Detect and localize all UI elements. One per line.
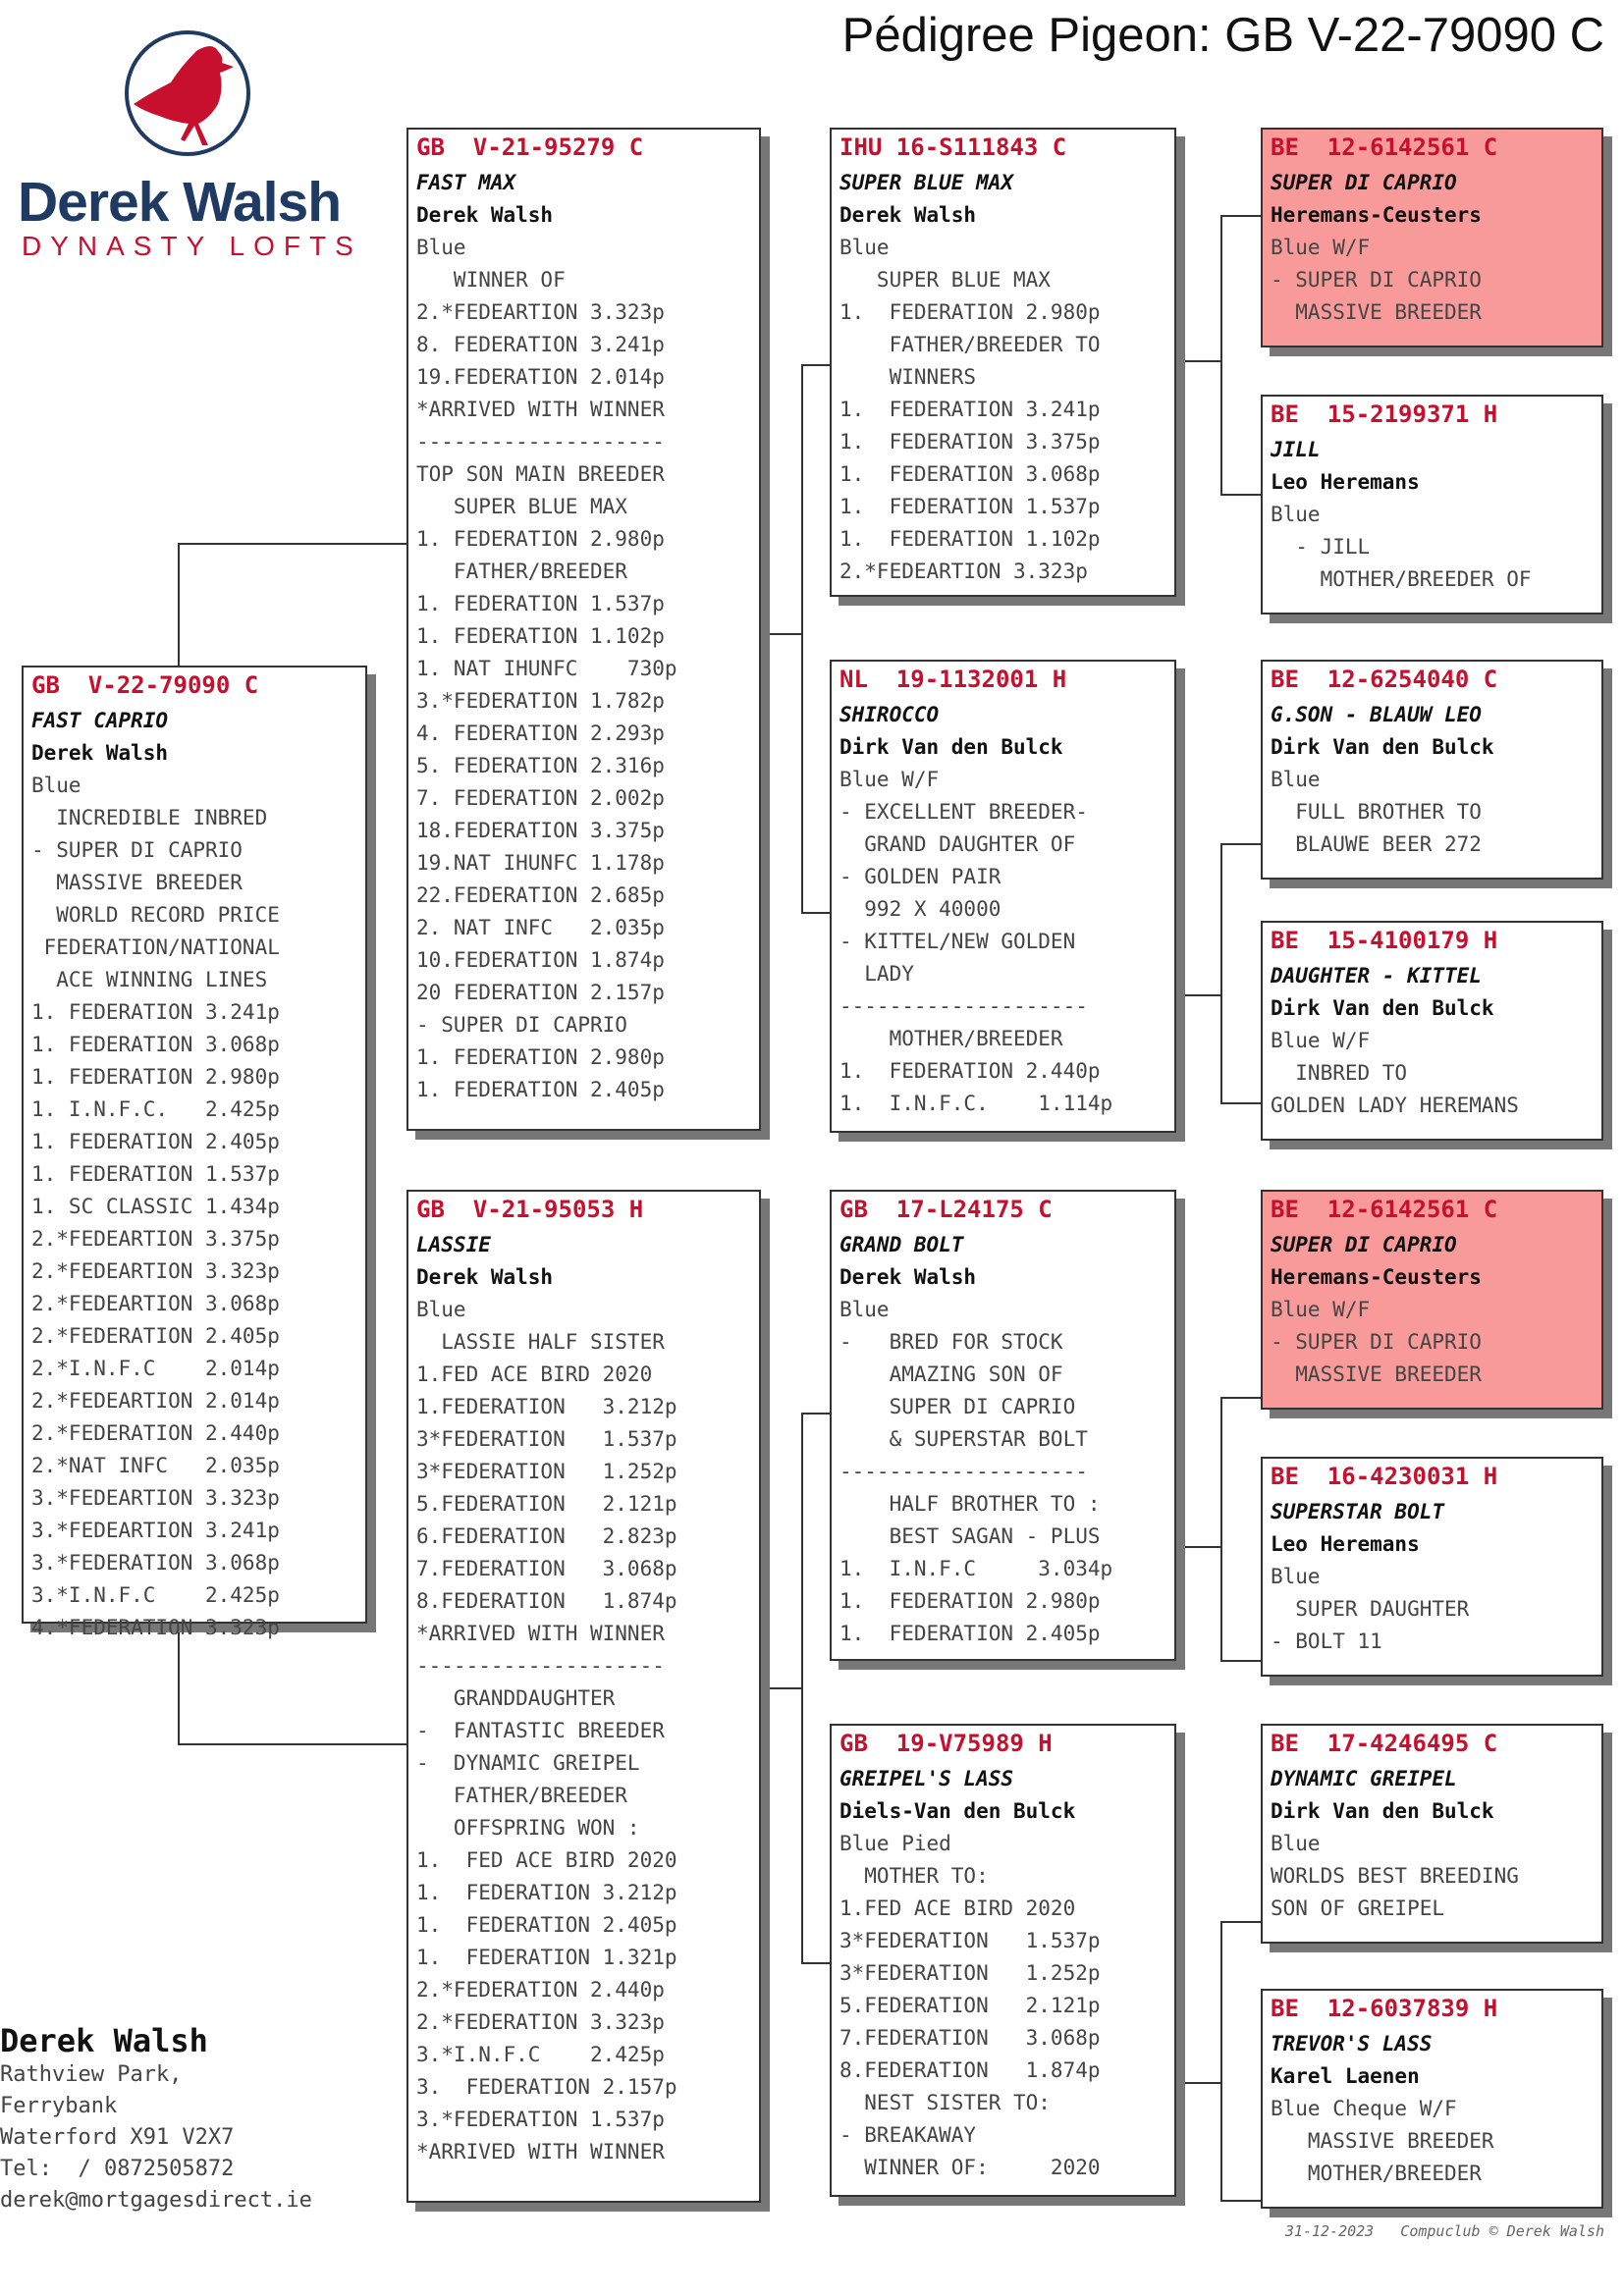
info-line: 1. FEDERATION 2.980p xyxy=(839,300,1101,324)
info-line: MASSIVE BREEDER xyxy=(1271,1362,1482,1386)
info-line: - FANTASTIC BREEDER xyxy=(416,1719,665,1742)
info-line: 1. FEDERATION 1.537p xyxy=(416,592,665,615)
info-line: 1. FEDERATION 3.241p xyxy=(31,1000,280,1024)
pigeon-card-dss xyxy=(1261,1190,1603,1410)
info-line: OFFSPRING WON : xyxy=(416,1816,640,1840)
info-line: MOTHER/BREEDER OF xyxy=(1271,567,1532,591)
info-line: - GOLDEN PAIR xyxy=(839,865,1001,888)
breeder-name: Derek Walsh xyxy=(416,203,554,227)
info-line: 4.*FEDERATION 3.323p xyxy=(31,1616,280,1639)
info-line: 992 X 40000 xyxy=(839,897,1001,921)
info-line: MASSIVE BREEDER xyxy=(31,871,243,894)
breeder-name: Leo Heremans xyxy=(1271,1532,1420,1556)
ring-number: BE 15-2199371 H xyxy=(1271,400,1498,428)
ring-number: GB V-22-79090 C xyxy=(31,671,259,699)
pigeon-name: SUPER DI CAPRIO xyxy=(1271,171,1457,194)
owner-email: derek@mortgagesdirect.ie xyxy=(0,2188,312,2213)
info-line: 3. FEDERATION 2.157p xyxy=(416,2075,677,2099)
pigeon-color: Blue xyxy=(1271,768,1321,791)
pigeon-card-sd xyxy=(830,660,1176,1133)
info-line: SUPER DAUGHTER xyxy=(1271,1597,1470,1621)
page-title: Pédigree Pigeon: GB V-22-79090 C xyxy=(841,9,1604,62)
info-line: 3.*FEDERATION 1.537p xyxy=(416,2108,665,2131)
pigeon-card-main xyxy=(22,666,367,1639)
pigeon-name: GRAND BOLT xyxy=(839,1233,964,1256)
info-line: 1. FEDERATION 1.537p xyxy=(31,1162,280,1186)
pigeon-name: FAST CAPRIO xyxy=(31,709,169,732)
breeder-name: Karel Laenen xyxy=(1271,2064,1420,2088)
pigeon-card-sds xyxy=(1261,660,1603,880)
breeder-name: Derek Walsh xyxy=(839,203,977,227)
info-line: 5. FEDERATION 2.316p xyxy=(416,754,665,777)
info-line: 3.*FEDERATION 3.068p xyxy=(31,1551,280,1575)
info-line: NEST SISTER TO: xyxy=(839,2091,1051,2114)
info-line: 1.FED ACE BIRD 2020 xyxy=(839,1896,1076,1920)
info-line: MASSIVE BREEDER xyxy=(1271,300,1482,324)
owner-line: Rathview Park, xyxy=(0,2062,183,2087)
info-line: 2. NAT INFC 2.035p xyxy=(416,916,665,939)
breeder-name: Heremans-Ceusters xyxy=(1271,203,1482,227)
info-line: 7. FEDERATION 2.002p xyxy=(416,786,665,810)
info-line: LASSIE HALF SISTER xyxy=(416,1330,665,1354)
info-line: - BRED FOR STOCK xyxy=(839,1330,1063,1354)
pigeon-color: Blue xyxy=(31,774,81,797)
info-line: WINNERS xyxy=(839,365,977,389)
ring-number: BE 12-6254040 C xyxy=(1271,666,1498,693)
breeder-name: Dirk Van den Bulck xyxy=(1271,1799,1494,1823)
pigeon-name: SUPER DI CAPRIO xyxy=(1271,1233,1457,1256)
pigeon-color: Blue W/F xyxy=(1271,1298,1371,1321)
info-line: 8.FEDERATION 1.874p xyxy=(416,1589,677,1613)
info-line: -------------------- xyxy=(416,430,665,454)
info-line: 2.*NAT INFC 2.035p xyxy=(31,1454,280,1477)
info-line: 3.*FEDERATION 1.782p xyxy=(416,689,665,713)
pigeon-name: GREIPEL'S LASS xyxy=(839,1767,1014,1790)
logo-brand-name: Derek Walsh xyxy=(18,171,342,234)
pigeon-name: FAST MAX xyxy=(416,171,516,194)
info-line: 3*FEDERATION 1.252p xyxy=(839,1961,1101,1985)
breeder-name: Derek Walsh xyxy=(31,741,169,765)
info-line: 1. SC CLASSIC 1.434p xyxy=(31,1195,280,1218)
pigeon-card-ds xyxy=(830,1190,1176,1661)
info-line: 2.*FEDERATION 3.323p xyxy=(416,2010,665,2034)
info-line: 3*FEDERATION 1.537p xyxy=(416,1427,677,1451)
info-line: 1. FEDERATION 2.405p xyxy=(839,1622,1101,1645)
owner-line: Tel: / 0872505872 xyxy=(0,2157,235,2181)
info-line: WINNER OF xyxy=(416,268,566,292)
info-line: *ARRIVED WITH WINNER xyxy=(416,2140,665,2163)
info-line: WORLDS BEST BREEDING xyxy=(1271,1864,1519,1888)
info-line: 3.*FEDEARTION 3.323p xyxy=(31,1486,280,1510)
pigeon-color: Blue xyxy=(839,236,890,259)
pigeon-card-sss xyxy=(1261,128,1603,347)
info-line: 1. I.N.F.C. 2.425p xyxy=(31,1097,280,1121)
info-line: 22.FEDERATION 2.685p xyxy=(416,883,665,907)
info-line: - SUPER DI CAPRIO xyxy=(1271,1330,1482,1354)
info-line: -------------------- xyxy=(416,1654,665,1678)
pigeon-name: SUPER BLUE MAX xyxy=(839,171,1014,194)
info-line: GOLDEN LADY HEREMANS xyxy=(1271,1094,1519,1117)
info-line: INCREDIBLE INBRED xyxy=(31,806,268,829)
info-line: HALF BROTHER TO : xyxy=(839,1492,1101,1516)
info-line: 5.FEDERATION 2.121p xyxy=(839,1994,1101,2017)
info-line: WINNER OF: 2020 xyxy=(839,2156,1101,2179)
info-line: 18.FEDERATION 3.375p xyxy=(416,819,665,842)
ring-number: BE 12-6142561 C xyxy=(1271,133,1498,161)
info-line: FULL BROTHER TO xyxy=(1271,800,1482,824)
info-line: 1. FED ACE BIRD 2020 xyxy=(416,1848,677,1872)
info-line: - SUPER DI CAPRIO xyxy=(31,838,243,862)
info-line: TOP SON MAIN BREEDER xyxy=(416,462,665,486)
info-line: SUPER BLUE MAX xyxy=(839,268,1051,292)
pigeon-card-dd xyxy=(830,1724,1176,2197)
info-line: 2.*FEDEARTION 3.375p xyxy=(31,1227,280,1251)
owner-name: Derek Walsh xyxy=(0,2022,208,2059)
info-line: 1. FEDERATION 3.375p xyxy=(839,430,1101,454)
info-line: 1.FED ACE BIRD 2020 xyxy=(416,1362,653,1386)
footer-credit: 31-12-2023 Compuclub © Derek Walsh xyxy=(1284,2222,1604,2240)
info-line: 1. FEDERATION 2.405p xyxy=(31,1130,280,1153)
pigeon-color: Blue xyxy=(1271,1832,1321,1855)
pigeon-color: Blue xyxy=(1271,1565,1321,1588)
info-line: 1. FEDERATION 2.980p xyxy=(839,1589,1101,1613)
pigeon-color: Blue W/F xyxy=(839,768,940,791)
breeder-name: Leo Heremans xyxy=(1271,470,1420,494)
pigeon-color: Blue xyxy=(416,1298,466,1321)
info-line: 1. FEDERATION 2.980p xyxy=(416,527,665,551)
info-line: - SUPER DI CAPRIO xyxy=(416,1013,627,1037)
pigeon-name: SUPERSTAR BOLT xyxy=(1271,1500,1445,1523)
info-line: 2.*FEDERATION 2.405p xyxy=(31,1324,280,1348)
info-line: - BOLT 11 xyxy=(1271,1629,1382,1653)
owner-line: Waterford X91 V2X7 xyxy=(0,2125,235,2150)
pigeon-color: Blue xyxy=(416,236,466,259)
info-line: ACE WINNING LINES xyxy=(31,968,268,991)
breeder-name: Heremans-Ceusters xyxy=(1271,1265,1482,1289)
info-line: 2.*FEDEARTION 3.323p xyxy=(839,560,1088,583)
info-line: BEST SAGAN - PLUS xyxy=(839,1524,1101,1548)
info-line: 1. FEDERATION 1.102p xyxy=(839,527,1101,551)
info-line: 1. FEDERATION 3.068p xyxy=(31,1033,280,1056)
info-line: SUPER DI CAPRIO xyxy=(839,1395,1076,1418)
info-line: BLAUWE BEER 272 xyxy=(1271,832,1482,856)
pigeon-card-sire xyxy=(406,128,761,1131)
info-line: 20 FEDERATION 2.157p xyxy=(416,981,665,1004)
info-line: 8.FEDERATION 1.874p xyxy=(839,2058,1101,2082)
info-line: INBRED TO xyxy=(1271,1061,1408,1085)
info-line: - BREAKAWAY xyxy=(839,2123,977,2147)
info-line: 2.*FEDEARTION 3.068p xyxy=(31,1292,280,1315)
info-line: LADY xyxy=(839,962,914,986)
info-line: 1. I.N.F.C. 1.114p xyxy=(839,1092,1113,1115)
info-line: *ARRIVED WITH WINNER xyxy=(416,1622,665,1645)
info-line: 19.FEDERATION 2.014p xyxy=(416,365,665,389)
pigeon-card-sdd xyxy=(1261,921,1603,1141)
ring-number: BE 17-4246495 C xyxy=(1271,1730,1498,1757)
info-line: 3.*I.N.F.C 2.425p xyxy=(31,1583,280,1607)
info-line: 3.*I.N.F.C 2.425p xyxy=(416,2043,665,2066)
info-line: 5.FEDERATION 2.121p xyxy=(416,1492,677,1516)
breeder-name: Dirk Van den Bulck xyxy=(1271,996,1494,1020)
pigeon-color: Blue W/F xyxy=(1271,236,1371,259)
info-line: -------------------- xyxy=(839,1460,1088,1483)
pigeon-name: JILL xyxy=(1271,438,1321,461)
ring-number: GB 19-V75989 H xyxy=(839,1730,1053,1757)
info-line: FEDERATION/NATIONAL xyxy=(31,935,280,959)
info-line: 3.*FEDEARTION 3.241p xyxy=(31,1519,280,1542)
info-line: -------------------- xyxy=(839,994,1088,1018)
pigeon-name: DYNAMIC GREIPEL xyxy=(1271,1767,1457,1790)
breeder-name: Dirk Van den Bulck xyxy=(1271,735,1494,759)
info-line: FATHER/BREEDER xyxy=(416,1784,627,1807)
info-line: 2.*FEDEARTION 3.323p xyxy=(31,1259,280,1283)
info-line: 1. FEDERATION 3.212p xyxy=(416,1881,677,1904)
owner-line: Ferrybank xyxy=(0,2094,118,2118)
breeder-name: Dirk Van den Bulck xyxy=(839,735,1063,759)
breeder-name: Derek Walsh xyxy=(839,1265,977,1289)
info-line: GRANDDAUGHTER xyxy=(416,1686,616,1710)
info-line: 2.*I.N.F.C 2.014p xyxy=(31,1357,280,1380)
info-line: - SUPER DI CAPRIO xyxy=(1271,268,1482,292)
pigeon-name: SHIROCCO xyxy=(839,703,940,726)
info-line: 1. FEDERATION 3.068p xyxy=(839,462,1101,486)
info-line: - DYNAMIC GREIPEL xyxy=(416,1751,640,1775)
info-line: 19.NAT IHUNFC 1.178p xyxy=(416,851,665,875)
info-line: GRAND DAUGHTER OF xyxy=(839,832,1076,856)
info-line: 3*FEDERATION 1.537p xyxy=(839,1929,1101,1952)
info-line: 1. FEDERATION 1.102p xyxy=(416,624,665,648)
ring-number: GB V-21-95279 C xyxy=(416,133,644,161)
info-line: 2.*FEDEARTION 3.323p xyxy=(416,300,665,324)
info-line: FATHER/BREEDER xyxy=(416,560,627,583)
info-line: MOTHER/BREEDER xyxy=(839,1027,1063,1050)
info-line: MOTHER/BREEDER xyxy=(1271,2162,1482,2185)
info-line: MASSIVE BREEDER xyxy=(1271,2129,1494,2153)
pigeon-name: DAUGHTER - KITTEL xyxy=(1271,964,1482,988)
info-line: MOTHER TO: xyxy=(839,1864,989,1888)
info-line: 8. FEDERATION 3.241p xyxy=(416,333,665,356)
info-line: 6.FEDERATION 2.823p xyxy=(416,1524,677,1548)
info-line: 1. FEDERATION 2.405p xyxy=(416,1913,677,1937)
breeder-name: Derek Walsh xyxy=(416,1265,554,1289)
pigeon-color: Blue Cheque W/F xyxy=(1271,2097,1457,2120)
info-line: WORLD RECORD PRICE xyxy=(31,903,280,927)
info-line: - EXCELLENT BREEDER- xyxy=(839,800,1088,824)
owner-address xyxy=(0,2022,312,2216)
ring-number: NL 19-1132001 H xyxy=(839,666,1067,693)
pigeon-card-dam xyxy=(406,1190,761,2203)
pigeon-color: Blue xyxy=(1271,503,1321,526)
info-line: 3*FEDERATION 1.252p xyxy=(416,1460,677,1483)
ring-number: BE 12-6037839 H xyxy=(1271,1995,1498,2022)
pigeon-card-ddd xyxy=(1261,1989,1603,2209)
info-line: 1. FEDERATION 1.537p xyxy=(839,495,1101,518)
info-line: FATHER/BREEDER TO xyxy=(839,333,1101,356)
info-line: SON OF GREIPEL xyxy=(1271,1896,1445,1920)
info-line: 1. NAT IHUNFC 730p xyxy=(416,657,677,680)
ring-number: GB V-21-95053 H xyxy=(416,1196,644,1223)
info-line: 1. FEDERATION 2.440p xyxy=(839,1059,1101,1083)
info-line: 4. FEDERATION 2.293p xyxy=(416,721,665,745)
pigeon-color: Blue Pied xyxy=(839,1832,951,1855)
info-line: SUPER BLUE MAX xyxy=(416,495,627,518)
pigeon-name: G.SON - BLAUW LEO xyxy=(1271,703,1482,726)
pigeon-color: Blue xyxy=(839,1298,890,1321)
ring-number: BE 12-6142561 C xyxy=(1271,1196,1498,1223)
info-line: 1.FEDERATION 3.212p xyxy=(416,1395,677,1418)
info-line: 2.*FEDERATION 2.440p xyxy=(31,1421,280,1445)
info-line: 1. FEDERATION 2.980p xyxy=(416,1045,665,1069)
info-line: 10.FEDERATION 1.874p xyxy=(416,948,665,972)
info-line: - KITTEL/NEW GOLDEN xyxy=(839,930,1076,953)
info-line: 1. FEDERATION 2.405p xyxy=(416,1078,665,1101)
pigeon-name: LASSIE xyxy=(416,1233,491,1256)
ring-number: BE 15-4100179 H xyxy=(1271,927,1498,954)
pigeon-card-ssd xyxy=(1261,395,1603,614)
info-line: *ARRIVED WITH WINNER xyxy=(416,398,665,421)
info-line: 7.FEDERATION 3.068p xyxy=(839,2026,1101,2050)
pigeon-card-ss xyxy=(830,128,1176,597)
ring-number: BE 16-4230031 H xyxy=(1271,1463,1498,1490)
breeder-name: Diels-Van den Bulck xyxy=(839,1799,1076,1823)
info-line: & SUPERSTAR BOLT xyxy=(839,1427,1088,1451)
info-line: AMAZING SON OF xyxy=(839,1362,1063,1386)
info-line: 1. I.N.F.C 3.034p xyxy=(839,1557,1113,1580)
ring-number: IHU 16-S111843 C xyxy=(839,133,1067,161)
pigeon-color: Blue W/F xyxy=(1271,1029,1371,1052)
info-line: 1. FEDERATION 1.321p xyxy=(416,1946,677,1969)
info-line: 7.FEDERATION 3.068p xyxy=(416,1557,677,1580)
info-line: 1. FEDERATION 2.980p xyxy=(31,1065,280,1089)
pigeon-card-dsd xyxy=(1261,1457,1603,1677)
ring-number: GB 17-L24175 C xyxy=(839,1196,1053,1223)
info-line: - JILL xyxy=(1271,535,1371,559)
info-line: 2.*FEDERATION 2.440p xyxy=(416,1978,665,2002)
pigeon-card-dds xyxy=(1261,1724,1603,1944)
pigeon-name: TREVOR'S LASS xyxy=(1271,2032,1433,2056)
info-line: 1. FEDERATION 3.241p xyxy=(839,398,1101,421)
logo-tagline: DYNASTY LOFTS xyxy=(22,231,362,261)
info-line: 2.*FEDEARTION 2.014p xyxy=(31,1389,280,1413)
